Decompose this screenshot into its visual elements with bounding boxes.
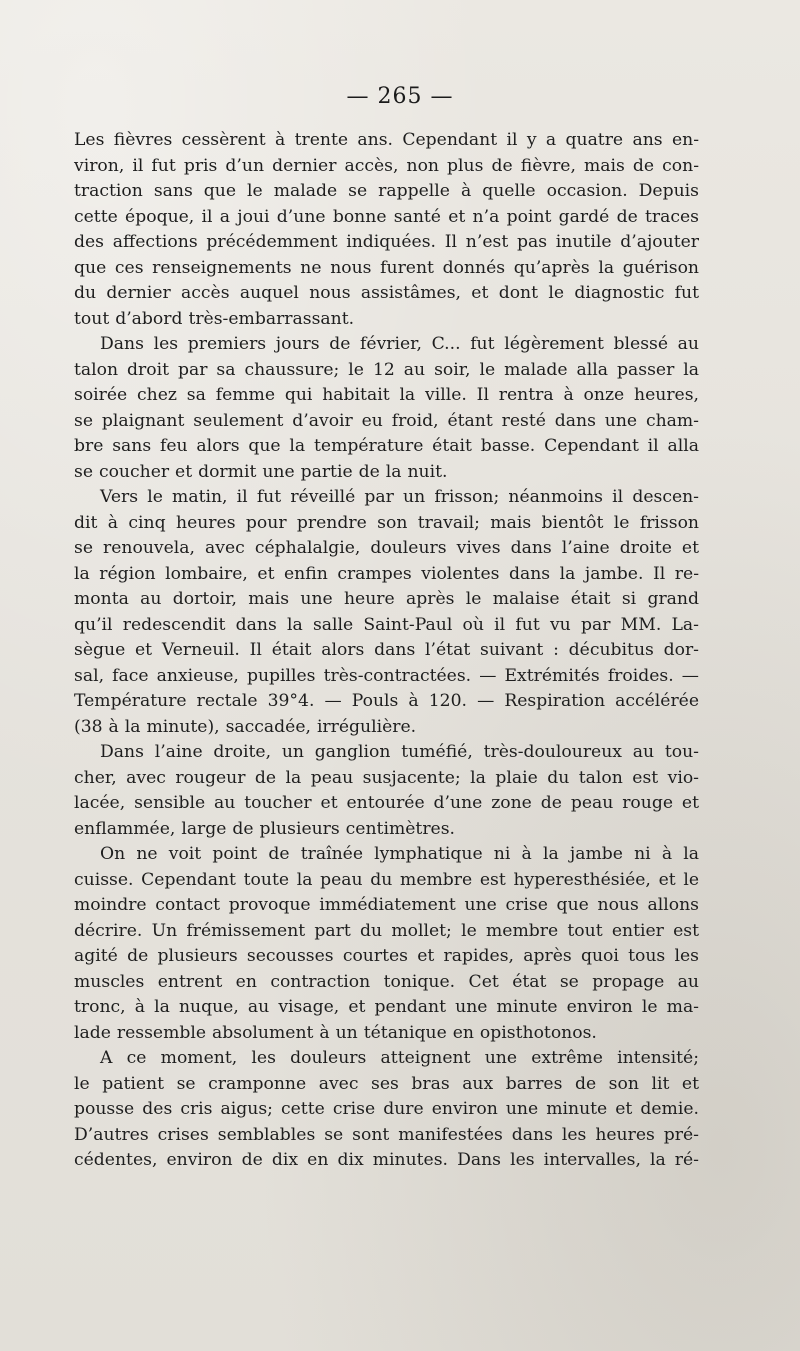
text-line: du dernier accès auquel nous assistâmes, et dont le diagnostic fut [74,283,699,303]
text-line: que ces renseignements ne nous furent donnés qu’après la guérison [74,257,699,278]
text-line: se renouvela, avec céphalalgie, douleurs vives dans l’aine droite et [74,538,699,558]
text-line: dit à cinq heures pour prendre son travail; mais bientôt le frisson [74,512,699,533]
text-line: monta au dortoir, mais une heure après le malaise était si grand [74,589,699,609]
text-line: sègue et Verneuil. Il était alors dans l’état suivant : décubitus dor- [74,640,699,660]
text-line: traction sans que le malade se rappelle à quelle occasion. Depuis [74,181,699,201]
text-line: décrire. Un frémissement part du mollet; le membre tout entier est [74,920,699,941]
text-line: moindre contact provoque immédiatement une crise que nous allons [74,895,699,915]
text-line: Température rectale 39°4. — Pouls à 120. — Respiration accélérée [74,691,699,711]
text-line: Dans les premiers jours de février, C... fut légèrement blessé au [100,334,699,354]
paragraph [74,1046,699,1174]
text-line: qu’il redescendit dans la salle Saint-Paul où il fut vu par MM. La- [74,614,699,635]
text-line: Les fièvres cessèrent à trente ans. Cependant il y a quatre ans en- [74,130,699,150]
text-line: bre sans feu alors que la température était basse. Cependant il alla [74,436,699,456]
text-line: se coucher et dormit une partie de la nuit. [74,461,448,482]
text-line: Dans l’aine droite, un ganglion tuméfié, très-douloureux au tou- [100,742,699,762]
text-line: Vers le matin, il fut réveillé par un frisson; néanmoins il descen- [100,487,699,507]
text-line: viron, il fut pris d’un dernier accès, non plus de fièvre, mais de con- [74,155,699,176]
text-line: tronc, à la nuque, au visage, et pendant une minute environ le ma- [74,997,699,1017]
text-line: cédentes, environ de dix en dix minutes. Dans les intervalles, la ré- [74,1150,699,1170]
text-line: la région lombaire, et enfin crampes violentes dans la jambe. Il re- [74,563,699,584]
paragraph [74,740,699,842]
text-line: tout d’abord très-embarrassant. [74,308,355,329]
text-line: agité de plusieurs secousses courtes et rapides, après quoi tous les [74,946,699,966]
text-line: lade ressemble absolument à un tétanique en opisthotonos. [74,1022,597,1043]
paragraph [74,485,699,740]
text-line: pousse des cris aigus; cette crise dure environ une minute et demie. [74,1099,699,1119]
text-line: le patient se cramponne avec ses bras aux barres de son lit et [74,1073,699,1094]
text-line: cuisse. Cependant toute la peau du membre est hyperesthésiée, et le [74,869,699,890]
text-line: soirée chez sa femme qui habitait la ville. Il rentra à onze heures, [74,385,699,405]
text-line: talon droit par sa chaussure; le 12 au soir, le malade alla passer la [74,359,699,380]
text-line: D’autres crises semblables se sont manifestées dans les heures pré- [74,1124,699,1145]
text-line: muscles entrent en contraction tonique. Cet état se propage au [74,971,699,992]
text-line: sal, face anxieuse, pupilles très-contractées. — Extrémités froides. — [74,665,699,686]
text-line: se plaignant seulement d’avoir eu froid, étant resté dans une cham- [74,410,699,431]
text-line: (38 à la minute), saccadée, irrégulière. [74,716,417,737]
paragraph [74,128,699,332]
body-text [74,128,699,1174]
paragraph [74,332,699,485]
text-line: cette époque, il a joui d’une bonne santé et n’a point gardé de traces [74,206,699,227]
text-line: On ne voit point de traînée lymphatique ni à la jambe ni à la [100,844,699,864]
page-number: — 265 — [346,84,454,109]
text-line: enflammée, large de plusieurs centimètres. [74,818,455,839]
text-line: des affections précédemment indiquées. Il n’est pas inutile d’ajouter [74,232,699,252]
text-line: lacée, sensible au toucher et entourée d’une zone de peau rouge et [74,793,699,813]
paragraph [74,842,699,1046]
text-line: A ce moment, les douleurs atteignent une extrême intensité; [100,1048,699,1068]
text-line: cher, avec rougeur de la peau susjacente; la plaie du talon est vio- [74,767,699,788]
